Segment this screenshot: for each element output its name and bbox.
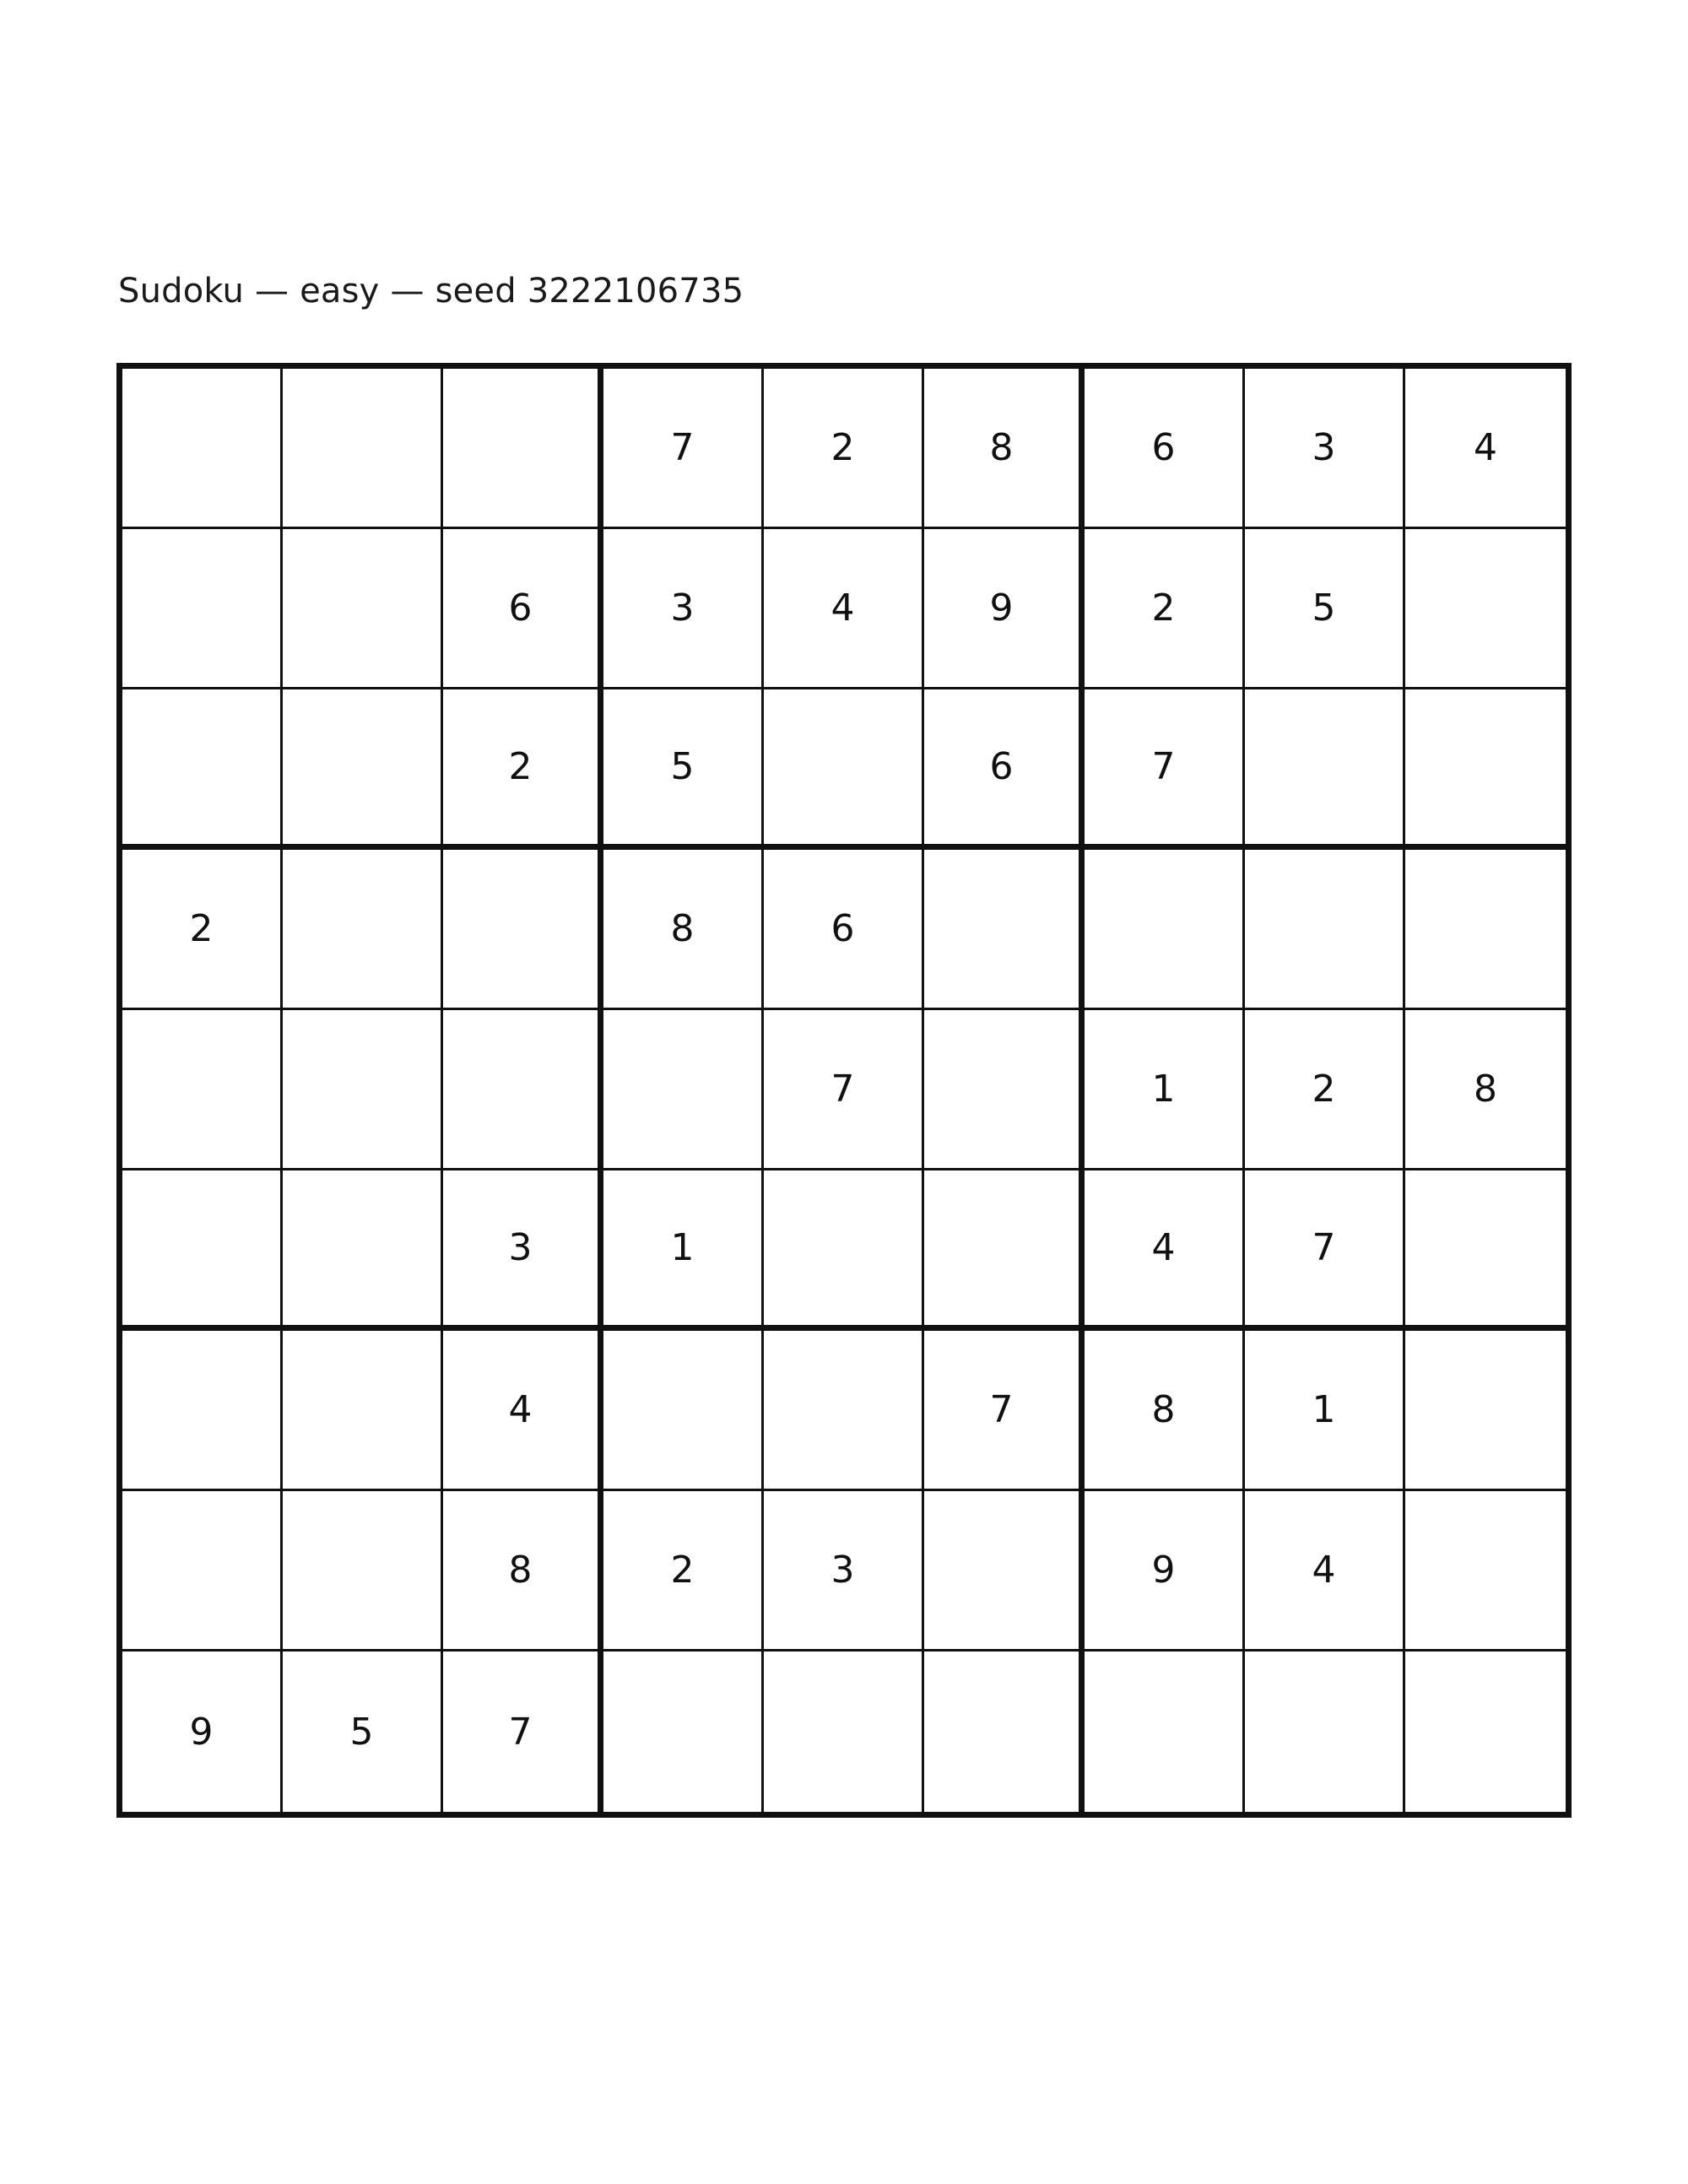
sudoku-cell-r2c5[interactable]: 4 — [764, 529, 924, 689]
sudoku-cell-r7c6[interactable]: 7 — [924, 1331, 1085, 1491]
sudoku-cell-r1c5[interactable]: 2 — [764, 369, 924, 529]
sudoku-cell-r6c8[interactable]: 7 — [1245, 1170, 1405, 1331]
sudoku-cell-r4c8[interactable] — [1245, 850, 1405, 1010]
sudoku-cell-r4c6[interactable] — [924, 850, 1085, 1010]
sudoku-cell-r5c7[interactable]: 1 — [1085, 1010, 1245, 1170]
sudoku-cell-r4c7[interactable] — [1085, 850, 1245, 1010]
sudoku-cell-r5c9[interactable]: 8 — [1405, 1010, 1566, 1170]
sudoku-cell-r1c9[interactable]: 4 — [1405, 369, 1566, 529]
sudoku-cell-r9c2[interactable]: 5 — [283, 1652, 443, 1812]
sudoku-cell-r2c4[interactable]: 3 — [603, 529, 764, 689]
sudoku-cell-r7c5[interactable] — [764, 1331, 924, 1491]
sudoku-cell-r8c7[interactable]: 9 — [1085, 1491, 1245, 1652]
sudoku-cell-r3c3[interactable]: 2 — [443, 689, 603, 850]
sudoku-cell-r6c9[interactable] — [1405, 1170, 1566, 1331]
sudoku-cell-r5c1[interactable] — [122, 1010, 283, 1170]
sudoku-cell-r3c1[interactable] — [122, 689, 283, 850]
sudoku-cell-r2c1[interactable] — [122, 529, 283, 689]
sudoku-cell-r7c9[interactable] — [1405, 1331, 1566, 1491]
sudoku-cell-r3c7[interactable]: 7 — [1085, 689, 1245, 850]
sudoku-cell-r6c2[interactable] — [283, 1170, 443, 1331]
sudoku-cell-r3c5[interactable] — [764, 689, 924, 850]
sudoku-cell-r4c4[interactable]: 8 — [603, 850, 764, 1010]
sudoku-cell-r1c3[interactable] — [443, 369, 603, 529]
sudoku-cell-r9c6[interactable] — [924, 1652, 1085, 1812]
sudoku-cell-r4c9[interactable] — [1405, 850, 1566, 1010]
sudoku-cell-r5c4[interactable] — [603, 1010, 764, 1170]
page-title: Sudoku — easy — seed 3222106735 — [118, 272, 744, 311]
sudoku-cell-r5c8[interactable]: 2 — [1245, 1010, 1405, 1170]
sudoku-cell-r8c9[interactable] — [1405, 1491, 1566, 1652]
sudoku-cell-r5c6[interactable] — [924, 1010, 1085, 1170]
sudoku-cell-r5c2[interactable] — [283, 1010, 443, 1170]
sudoku-cell-r8c6[interactable] — [924, 1491, 1085, 1652]
sudoku-cell-r5c5[interactable]: 7 — [764, 1010, 924, 1170]
sudoku-cell-r8c4[interactable]: 2 — [603, 1491, 764, 1652]
sudoku-cell-r9c7[interactable] — [1085, 1652, 1245, 1812]
sudoku-cell-r2c7[interactable]: 2 — [1085, 529, 1245, 689]
sudoku-cell-r8c2[interactable] — [283, 1491, 443, 1652]
sudoku-cell-r6c4[interactable]: 1 — [603, 1170, 764, 1331]
sudoku-cell-r9c1[interactable]: 9 — [122, 1652, 283, 1812]
sudoku-cell-r3c8[interactable] — [1245, 689, 1405, 850]
sudoku-grid[interactable] — [116, 363, 1572, 1818]
sudoku-cell-r5c3[interactable] — [443, 1010, 603, 1170]
sudoku-cell-r1c7[interactable]: 6 — [1085, 369, 1245, 529]
sudoku-cell-r7c7[interactable]: 8 — [1085, 1331, 1245, 1491]
sudoku-cell-r2c8[interactable]: 5 — [1245, 529, 1405, 689]
sudoku-cell-r3c6[interactable]: 6 — [924, 689, 1085, 850]
sudoku-cell-r4c1[interactable]: 2 — [122, 850, 283, 1010]
sudoku-cell-r3c9[interactable] — [1405, 689, 1566, 850]
sudoku-cell-r7c3[interactable]: 4 — [443, 1331, 603, 1491]
sudoku-cell-r9c5[interactable] — [764, 1652, 924, 1812]
sudoku-cell-r9c8[interactable] — [1245, 1652, 1405, 1812]
sudoku-cell-r8c8[interactable]: 4 — [1245, 1491, 1405, 1652]
sudoku-cell-r4c5[interactable]: 6 — [764, 850, 924, 1010]
sudoku-cell-r2c2[interactable] — [283, 529, 443, 689]
sudoku-cell-r6c1[interactable] — [122, 1170, 283, 1331]
sudoku-cell-r6c5[interactable] — [764, 1170, 924, 1331]
sudoku-cell-r6c6[interactable] — [924, 1170, 1085, 1331]
sudoku-cell-r2c3[interactable]: 6 — [443, 529, 603, 689]
sudoku-cell-r4c3[interactable] — [443, 850, 603, 1010]
sudoku-cell-r7c4[interactable] — [603, 1331, 764, 1491]
sudoku-cell-r6c7[interactable]: 4 — [1085, 1170, 1245, 1331]
sudoku-cell-r7c8[interactable]: 1 — [1245, 1331, 1405, 1491]
sudoku-cell-r3c2[interactable] — [283, 689, 443, 850]
sudoku-cell-r1c8[interactable]: 3 — [1245, 369, 1405, 529]
sudoku-cell-r8c1[interactable] — [122, 1491, 283, 1652]
sudoku-cell-r9c4[interactable] — [603, 1652, 764, 1812]
sudoku-cell-r2c9[interactable] — [1405, 529, 1566, 689]
sudoku-cell-r4c2[interactable] — [283, 850, 443, 1010]
sudoku-cell-r1c2[interactable] — [283, 369, 443, 529]
sudoku-cell-r8c5[interactable]: 3 — [764, 1491, 924, 1652]
sudoku-cell-r9c3[interactable]: 7 — [443, 1652, 603, 1812]
sudoku-cell-r7c2[interactable] — [283, 1331, 443, 1491]
sudoku-cell-r8c3[interactable]: 8 — [443, 1491, 603, 1652]
sudoku-cell-r6c3[interactable]: 3 — [443, 1170, 603, 1331]
sudoku-cell-r3c4[interactable]: 5 — [603, 689, 764, 850]
sudoku-cell-r1c6[interactable]: 8 — [924, 369, 1085, 529]
sudoku-cell-r1c4[interactable]: 7 — [603, 369, 764, 529]
sudoku-cell-r2c6[interactable]: 9 — [924, 529, 1085, 689]
sudoku-cell-r7c1[interactable] — [122, 1331, 283, 1491]
sudoku-cell-r9c9[interactable] — [1405, 1652, 1566, 1812]
sudoku-cell-r1c1[interactable] — [122, 369, 283, 529]
